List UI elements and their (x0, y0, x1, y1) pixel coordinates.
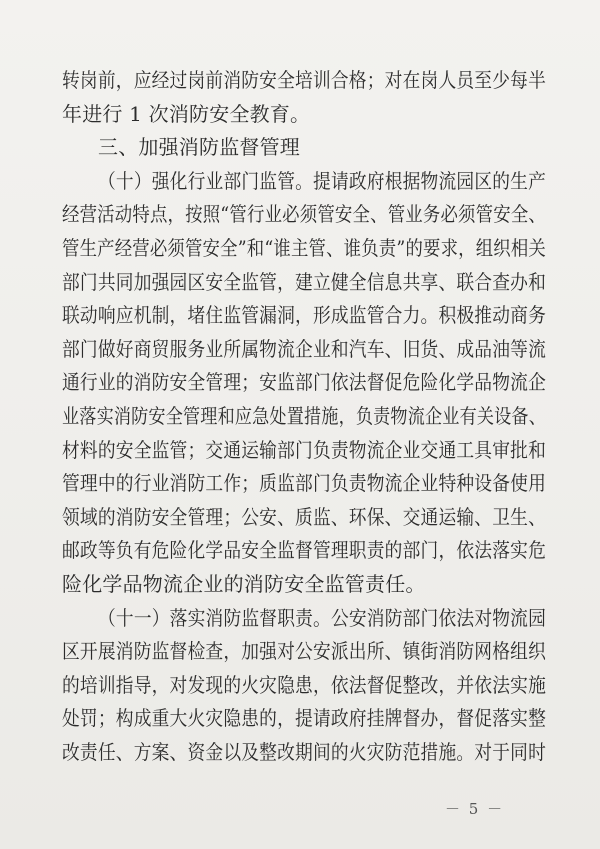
text-line-content: 材料的安全监管；交通运输部门负责物流企业交通工具审批和 (62, 437, 546, 462)
text-line-content: （十）强化行业部门监管。提请政府根据物流园区的生产 (98, 168, 546, 193)
text-line-content: 领域的消防安全管理；公安、质监、环保、交通运输、卫生、 (62, 504, 546, 529)
text-line-content: 改责任、方案、资金以及整改期间的火灾防范措施。对于同时 (62, 740, 546, 764)
text-line-content: 处罚；构成重大火灾隐患的，提请政府挂牌督办，督促落实整 (62, 706, 546, 731)
text-line-content: 部门做好商贸服务业所属物流企业和汽车、旧货、成品油等流 (62, 336, 546, 361)
text-line-content: 的培训指导，对发现的火灾隐患，依法督促整改，并依法实施 (62, 672, 546, 697)
page-number: － 5 － (445, 800, 505, 818)
text-line-content: 邮政等负有危险化学品安全监督管理职责的部门，依法落实危 (62, 538, 546, 563)
text-line-content: 险化学品物流企业的消防安全监管责任。 (62, 572, 426, 596)
text-line-content: 转岗前，应经过岗前消防安全培训合格；对在岗人员至少每半 (62, 68, 546, 92)
text-line-content: 部门共同加强园区安全监管，建立健全信息共享、联合查办和 (62, 269, 546, 294)
text-line-content: 经营活动特点，按照“管行业必须管安全、管业务必须管安全、 (62, 202, 546, 227)
text-line-content: 区开展消防监督检查，加强对公安派出所、镇街消防网格组织 (62, 639, 546, 664)
text-line-content: 年进行 1 次消防安全教育。 (62, 101, 311, 126)
text-line-content: 联动响应机制，堵住监管漏洞，形成监管合力。积极推动商务 (62, 303, 546, 328)
text-line-content: 三、加强消防监督管理 (98, 135, 300, 160)
text-line-content: 管理中的行业消防工作；质监部门负责物流企业特种设备使用 (62, 471, 546, 496)
text-line (62, 732, 600, 772)
text-line-content: 通行业的消防安全管理；安监部门依法督促危险化学品物流企 (62, 370, 546, 395)
text-line-content: 业落实消防安全管理和应急处置措施，负责物流企业有关设备、 (62, 404, 546, 428)
text-line-content: 管生产经营必须管安全”和“谁主管、谁负责”的要求，组织相关 (62, 236, 546, 260)
text-line-content: （十一）落实消防监督职责。公安消防部门依法对物流园 (98, 605, 546, 630)
